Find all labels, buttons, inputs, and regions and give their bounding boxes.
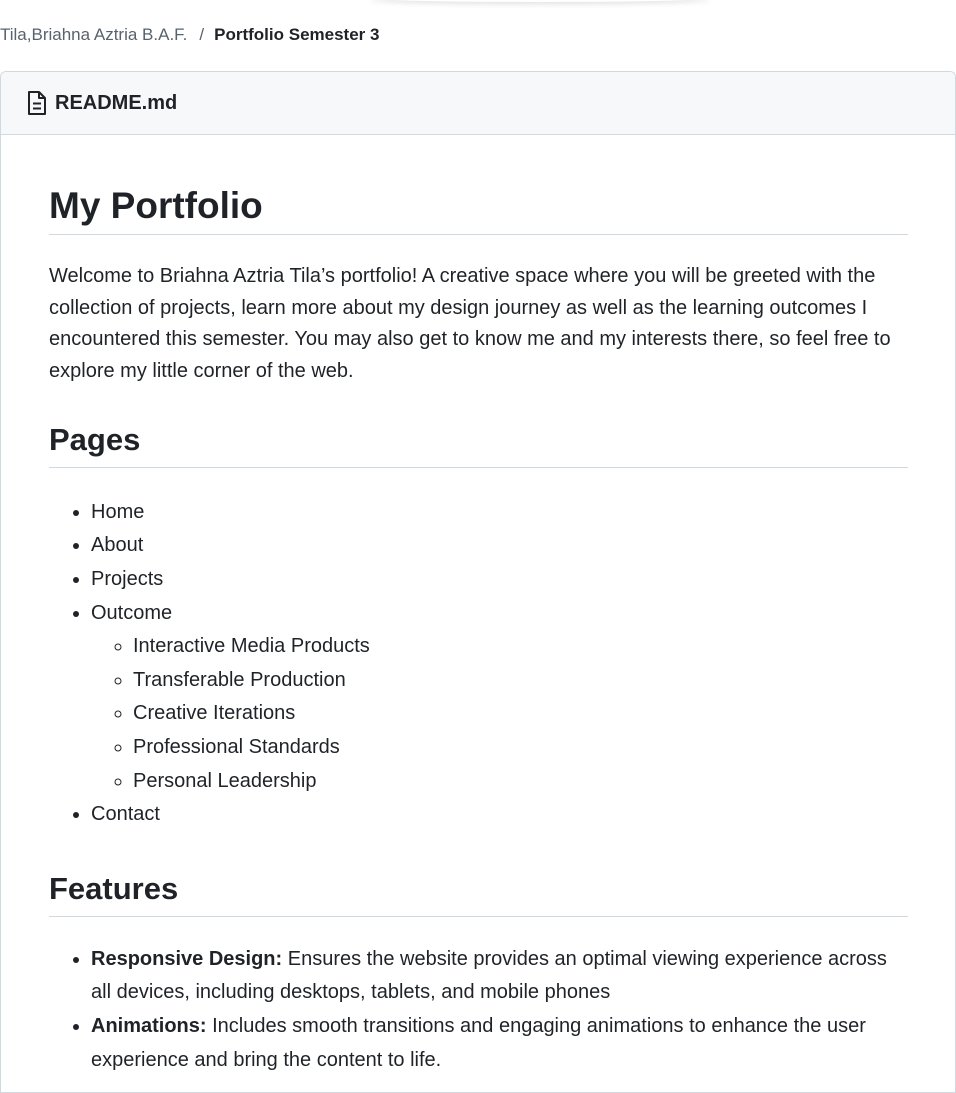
list-item-contact: • Contact [91, 798, 908, 832]
breadcrumb-owner-link[interactable]: Tila,Briahna Aztria B.A.F. [0, 25, 188, 44]
file-header [1, 72, 955, 135]
sublist-item: ◦ Personal Leadership [133, 765, 908, 799]
list-item-projects: • Projects [91, 563, 908, 597]
feature-text: Ensures the website provides an optimal viewing experience across all devices, including desktops, tablets, and mobile phones [91, 947, 887, 1004]
list-item-home: • Home [91, 496, 908, 530]
feature-item [91, 943, 908, 1010]
readme-file-panel [0, 71, 956, 1093]
features-list [49, 943, 908, 1077]
feature-text: Includes smooth transitions and engaging animations to enhance the user experience and bring the content to life. [91, 1014, 866, 1071]
list-item-about: • About [91, 529, 908, 563]
file-name-link[interactable]: README.md [55, 91, 178, 114]
file-icon [27, 91, 47, 115]
readme-title: My Portfolio [49, 183, 908, 235]
sublist-item: ◦ Transferable Production [133, 664, 908, 698]
list-item-outcome [91, 597, 908, 799]
feature-label: Responsive Design: [91, 947, 283, 970]
pages-list [49, 496, 908, 832]
sublist-item: ◦ Creative Iterations [133, 697, 908, 731]
readme-content [1, 183, 955, 1077]
feature-item [91, 1010, 908, 1077]
readme-intro: Welcome to Briahna Aztria Tila’s portfolio! A creative space where you will be greeted with the collection of projects, learn more about my design journey as well as the learning outcomes I encountered this semester. You may also get to know me and my interests there, so feel free to explore my little corner of the web. [49, 265, 891, 383]
breadcrumb [0, 24, 379, 46]
top-overlay-shadow [370, 0, 710, 2]
pages-heading: Pages [49, 421, 908, 468]
sublist-item: ◦ Professional Standards [133, 731, 908, 765]
list-item-outcome-label: Outcome [91, 601, 173, 624]
sublist-item: ◦ Interactive Media Products [133, 630, 908, 664]
features-heading: Features [49, 870, 908, 917]
feature-label: Animations: [91, 1014, 207, 1037]
breadcrumb-separator: / [199, 25, 205, 44]
breadcrumb-repo-link[interactable]: Portfolio Semester 3 [214, 25, 380, 44]
outcome-sublist [91, 630, 908, 798]
